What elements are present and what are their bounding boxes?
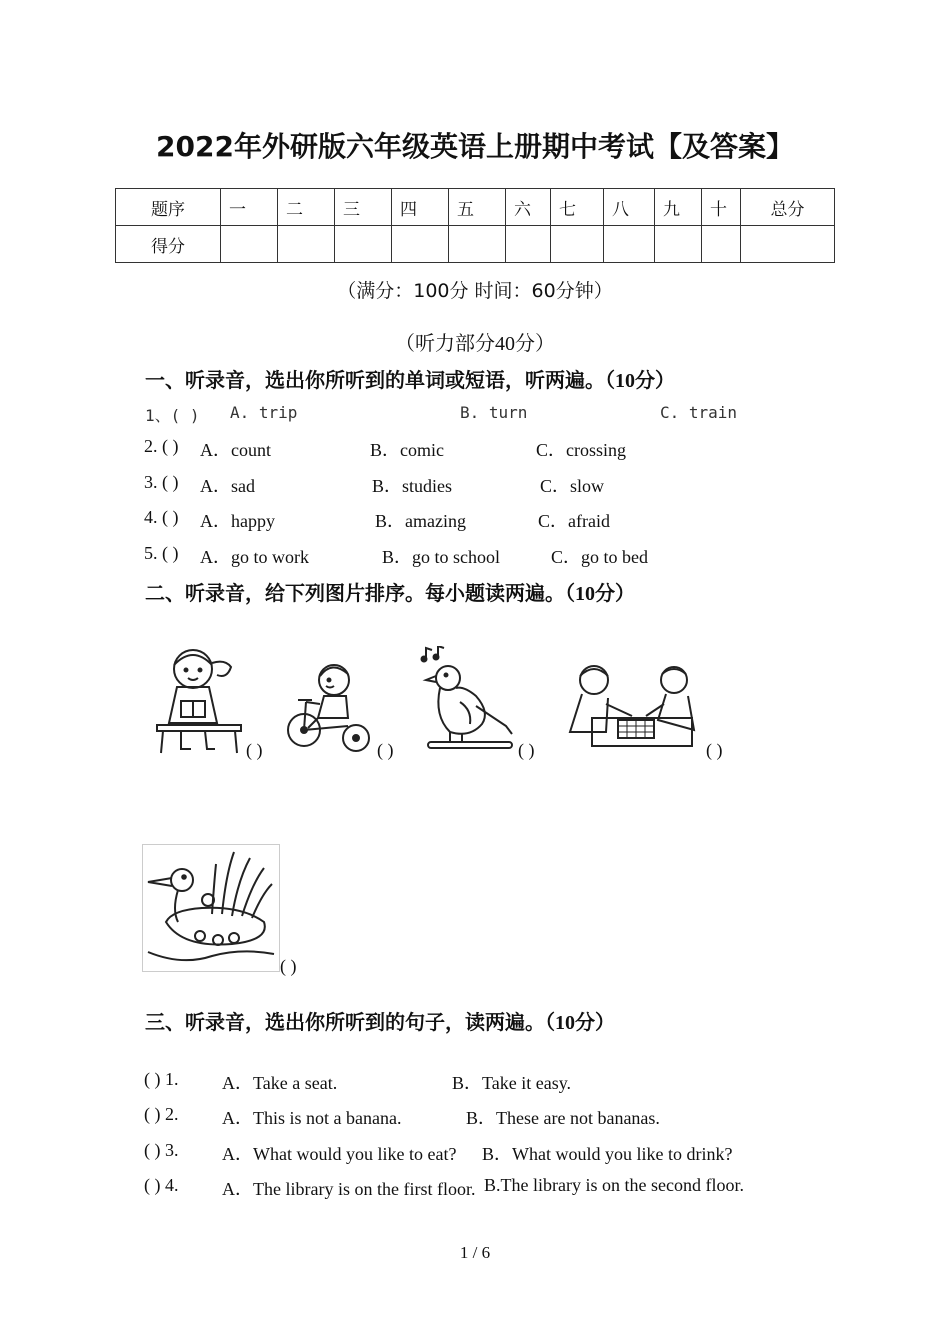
score-header-cell: 六	[506, 189, 551, 226]
s1-q1-option-b: B. turn	[460, 403, 528, 422]
score-cell[interactable]	[392, 226, 449, 263]
s1-q1-number: 1、( )	[145, 406, 200, 425]
score-cell[interactable]	[506, 226, 551, 263]
score-header-cell: 九	[655, 189, 702, 226]
score-header-cell: 四	[392, 189, 449, 226]
s1-q4-option-c: C．afraid	[538, 511, 610, 531]
s2-picture3-answer[interactable]: ( )	[518, 740, 535, 760]
section3-heading: 三、听录音，选出你所听到的句子，读两遍。（10分）	[145, 1012, 615, 1034]
s3-q1-number: ( ) 1.	[144, 1069, 179, 1089]
score-cell[interactable]	[702, 226, 741, 263]
score-header-cell: 题序	[116, 189, 221, 226]
s1-q2-number: 2. ( )	[144, 436, 179, 456]
s3-q2-option-b: B．These are not bananas.	[466, 1108, 660, 1128]
s1-q4-option-b: B．amazing	[375, 511, 466, 531]
s1-q2-option-c: C．crossing	[536, 440, 626, 460]
s1-q3-option-a: A．sad	[200, 476, 255, 496]
bird-singing-icon	[420, 646, 520, 756]
s1-q5-option-c: C．go to bed	[551, 547, 648, 567]
score-cell[interactable]	[741, 226, 835, 263]
s1-q5-number: 5. ( )	[144, 543, 179, 563]
score-header-cell: 三	[335, 189, 392, 226]
s1-q2-option-a: A．count	[200, 440, 271, 460]
s1-q3-option-c: C．slow	[540, 476, 605, 496]
page-number: 1 / 6	[459, 1243, 491, 1262]
s1-q4-option-a: A．happy	[200, 511, 275, 531]
s1-q4-number: 4. ( )	[144, 507, 179, 527]
score-header-cell: 五	[449, 189, 506, 226]
s3-q4-option-a: A．The library is on the first floor.	[222, 1179, 476, 1199]
girl-reading-on-bench-icon	[155, 645, 243, 757]
s3-q3-option-a: A．What would you like to eat?	[222, 1144, 457, 1164]
s3-q1-option-b: B．Take it easy.	[452, 1073, 572, 1093]
score-header-cell: 二	[278, 189, 335, 226]
score-table-header-row	[116, 189, 835, 226]
s3-q4-number: ( ) 4.	[144, 1175, 179, 1195]
s1-q5-option-a: A．go to work	[200, 547, 309, 567]
score-header-cell: 总分	[741, 189, 835, 226]
s1-q1-option-c: C. train	[660, 403, 738, 422]
score-cell[interactable]	[604, 226, 655, 263]
s3-q2-option-a: A．This is not a banana.	[222, 1108, 402, 1128]
exam-info: （满分：100分 时间：60分钟）	[337, 280, 613, 302]
score-cell[interactable]	[278, 226, 335, 263]
boy-riding-tricycle-icon	[284, 658, 374, 756]
score-header-cell: 七	[551, 189, 604, 226]
listening-part-heading: （听力部分40分）	[395, 333, 555, 355]
s3-q2-number: ( ) 2.	[144, 1104, 179, 1124]
section1-heading: 一、听录音，选出你所听到的单词或短语，听两遍。（10分）	[145, 370, 675, 392]
score-header-cell: 一	[221, 189, 278, 226]
score-cell[interactable]	[551, 226, 604, 263]
score-header-cell: 八	[604, 189, 655, 226]
score-cell[interactable]	[335, 226, 392, 263]
section2-heading: 二、听录音，给下列图片排序。每小题读两遍。（10分）	[145, 583, 635, 605]
s1-q3-number: 3. ( )	[144, 472, 179, 492]
page-title: 2022年外研版六年级英语上册期中考试【及答案】	[156, 130, 794, 163]
s2-picture4-answer[interactable]: ( )	[706, 740, 723, 760]
s2-picture5-answer[interactable]: ( )	[280, 956, 297, 976]
boys-playing-chess-icon	[562, 660, 704, 750]
score-row-label: 得分	[116, 226, 221, 263]
s1-q1-option-a: A. trip	[230, 403, 298, 422]
s3-q4-option-b: B.The library is on the second floor.	[484, 1175, 744, 1195]
score-cell[interactable]	[449, 226, 506, 263]
score-table-score-row	[116, 226, 835, 263]
s2-picture2-answer[interactable]: ( )	[377, 740, 394, 760]
s1-q2-option-b: B．comic	[370, 440, 444, 460]
score-cell[interactable]	[655, 226, 702, 263]
s1-q5-option-b: B．go to school	[382, 547, 501, 567]
s3-q1-option-a: A．Take a seat.	[222, 1073, 338, 1093]
s3-q3-number: ( ) 3.	[144, 1140, 179, 1160]
score-table	[115, 188, 835, 263]
s2-picture1-answer[interactable]: ( )	[246, 740, 263, 760]
s3-q3-option-b: B．What would you like to drink?	[482, 1144, 733, 1164]
score-cell[interactable]	[221, 226, 278, 263]
s1-q3-option-b: B．studies	[372, 476, 453, 496]
score-header-cell: 十	[702, 189, 741, 226]
duck-with-ducklings-icon	[142, 844, 280, 972]
